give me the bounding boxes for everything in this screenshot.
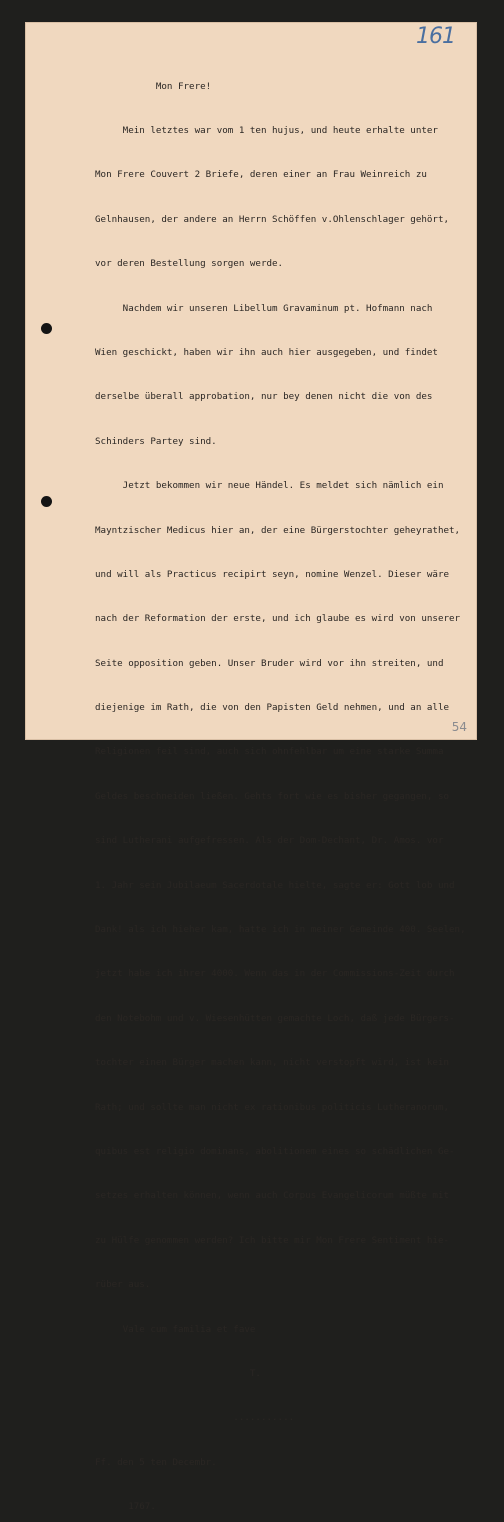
text-line: Mein letztes war vom 1 ten hujus, und heute erhalte unter bbox=[95, 124, 438, 136]
text-line: setzes erhalten können, wenn auch Corpus Evangelicorum müßte mit bbox=[95, 1190, 450, 1202]
text-line: Religionen feil sind, auch sich ohnfehlbar um eine starke Summa bbox=[95, 746, 444, 758]
text-line: rüber aus. bbox=[95, 1279, 151, 1291]
text-line: und will als Practicus recipirt seyn, nomine Wenzel. Dieser wäre bbox=[95, 568, 450, 580]
text-line: Mon Frere! bbox=[95, 80, 212, 92]
text-line: Rath; und sollte man nicht ex rationibus politicis Lutheranorum, bbox=[95, 1101, 450, 1113]
text-line: tochter einen Bürger machen kann, nicht verstopft wird, ist kein bbox=[95, 1057, 450, 1069]
text-line: Ff. den 5 ten Decembr. bbox=[95, 1456, 217, 1468]
text-line: Dank! als ich hieher kam, hatte ich in meiner Gemeinde 400. Seelen, bbox=[95, 924, 466, 936]
text-line: zu Hülfe genommen werden? Ich bitte mir Mon Frere Sentiment hie- bbox=[95, 1234, 450, 1246]
text-line: Gelnhausen, der andere an Herrn Schöffen v.Ohlenschlager gehört, bbox=[95, 213, 450, 225]
letter-body bbox=[95, 50, 477, 1522]
text-line: T. bbox=[95, 1367, 261, 1379]
text-line: diejenige im Rath, die von den Papisten Geld nehmen, und an alle bbox=[95, 702, 450, 714]
text-line: Jetzt bekommen wir neue Händel. Es meldet sich nämlich ein bbox=[95, 480, 444, 492]
text-line: Mayntzischer Medicus hier an, der eine Bürgerstochter geheyrathet, bbox=[95, 524, 461, 536]
text-line: Geldes beschneiden ließen. Gehts fort wie es bisher gegangen, so bbox=[95, 790, 450, 802]
text-line: Schinders Partey sind. bbox=[95, 435, 217, 447]
text-line: 1. Jahr sein Jubilaeum Sacerdotale hielte, sagte er: Gott lob und bbox=[95, 879, 455, 891]
text-line: Mon Frere Couvert 2 Briefe, deren einer an Frau Weinreich zu bbox=[95, 169, 427, 181]
text-line: quibus est religio dominans, abolitionem eines so schädlichen Ge- bbox=[95, 1145, 455, 1157]
text-line: Seite opposition geben. Unser Bruder wird vor ihn streiten, und bbox=[95, 657, 444, 669]
text-line: den Notebohm und v. Wiesenhütten gemachte Loch, daß jede Bürgers- bbox=[95, 1012, 455, 1024]
text-line: 1767. bbox=[95, 1501, 156, 1513]
text-line: Wien geschickt, haben wir ihn auch hier ausgegeben, und findet bbox=[95, 346, 438, 358]
document-page bbox=[25, 22, 477, 1513]
text-line: Nachdem wir unseren Libellum Gravaminum pt. Hofmann nach bbox=[95, 302, 433, 314]
text-line: jetzt habe ich ihrer 4000. Wenn das in der Commissions-Zeit durch bbox=[95, 968, 455, 980]
punch-hole-top bbox=[41, 323, 52, 334]
text-line: sind Lutherani aufgefressen. Als der Dom-Dechant, Dr. Amos. vor bbox=[95, 835, 444, 847]
text-line: vor deren Bestellung sorgen werde. bbox=[95, 258, 284, 270]
folio-number: 161 bbox=[416, 24, 455, 49]
punch-hole-bottom bbox=[41, 496, 52, 507]
text-line: derselbe überall approbation, nur bey denen nicht die von des bbox=[95, 391, 433, 403]
text-line: Vale cum familia et fave bbox=[95, 1323, 256, 1335]
page-number: 54 bbox=[451, 720, 467, 734]
text-line: nach der Reformation der erste, und ich glaube es wird von unserer bbox=[95, 613, 461, 625]
text-line: ........... bbox=[95, 1412, 295, 1424]
